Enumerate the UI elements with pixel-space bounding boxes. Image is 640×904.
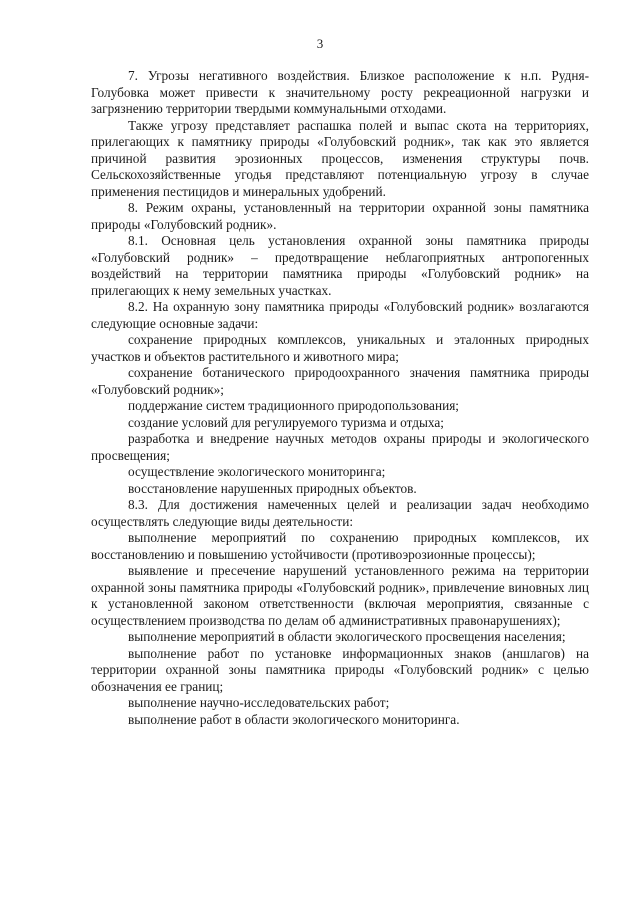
list-item-task: сохранение природных комплексов, уникальных и эталонных природных участков и объектов растительного и животного мира; xyxy=(91,332,589,364)
paragraph-protection-regime: 8. Режим охраны, установленный на территории охранной зоны памятника природы «Голубовский родник». xyxy=(91,200,589,232)
list-item-task: разработка и внедрение научных методов охраны природы и экологического просвещения; xyxy=(91,431,589,463)
page-number: 3 xyxy=(316,36,324,51)
list-item-task: поддержание систем традиционного природопользования; xyxy=(128,398,460,413)
paragraph-activities-intro: 8.3. Для достижения намеченных целей и реализации задач необходимо осуществлять следующие виды деятельности: xyxy=(91,497,589,529)
paragraph-tasks-intro: 8.2. На охранную зону памятника природы «Голубовский родник» возлагаются следующие основные задачи: xyxy=(91,299,589,331)
list-item-task: создание условий для регулируемого туризма и отдыха; xyxy=(128,414,445,430)
list-item-activity: выполнение научно-исследовательских работ; xyxy=(128,695,390,710)
list-item-activity: выполнение мероприятий в области экологического просвещения населения; xyxy=(128,629,566,644)
list-item-task: осуществление экологического мониторинга; xyxy=(128,464,386,479)
list-item-activity: выполнение работ по установке информационных знаков (аншлагов) на территории охранной зоны памятника природы «Голубовский родник» с целью обозначения ее границ; xyxy=(91,645,589,694)
list-item-task: сохранение ботанического природоохранного значения памятника природы «Голубовский родник»; xyxy=(91,365,589,397)
list-item-task: восстановление нарушенных природных объектов. xyxy=(128,480,417,496)
paragraph-threats-agriculture: Также угрозу представляет распашка полей и выпас скота на территориях, прилегающих к памятнику природы «Голубовский родник», так как это является причиной развития эрозионных процессов, изменения структуры почв. Сельскохозяйственные угодья представляют потенциальную угрозу в случае применения пестицидов и минеральных удобрений. xyxy=(91,117,589,199)
paragraph-main-goal: 8.1. Основная цель установления охранной зоны памятника природы «Голубовский родник» – предотвращение неблагоприятных антропогенных воздействий на территории памятника природы «Голубовский родник» на прилегающих к нему земельных участках. xyxy=(91,233,589,298)
document-body xyxy=(91,68,589,728)
list-item-activity: выполнение работ в области экологического мониторинга. xyxy=(128,711,460,727)
list-item-activity: выполнение мероприятий по сохранению природных комплексов, их восстановлению и повышению устойчивости (противоэрозионные процессы); xyxy=(91,530,589,562)
list-item-activity: выявление и пресечение нарушений установленного режима на территории охранной зоны памятника природы «Голубовский родник», привлечение виновных лиц к установленной законом ответственности (включая мероприятия, связанные с осуществлением производства по делам об административных правонарушениях); xyxy=(91,563,589,628)
paragraph-threats: 7. Угрозы негативного воздействия. Близкое расположение к н.п. Рудня-Голубовка может привести к значительному росту рекреационной нагрузки и загрязнению территории твердыми коммунальными отходами. xyxy=(91,68,589,116)
